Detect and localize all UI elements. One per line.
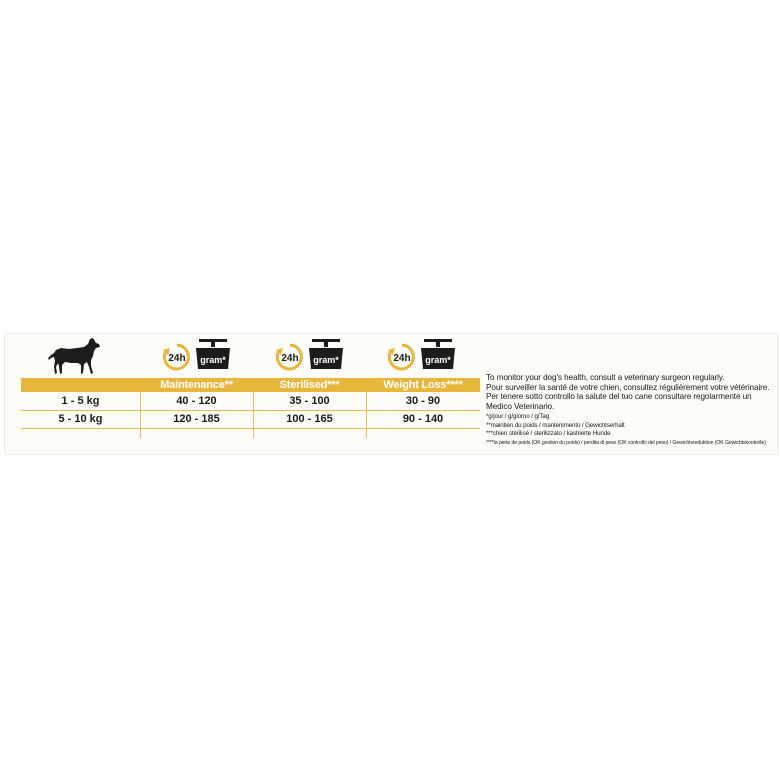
maintenance-cell: 120 - 185	[173, 413, 220, 425]
scale-icon	[193, 338, 233, 372]
column-header-sterilised: Sterilised***	[279, 379, 340, 391]
scale-label: gram*	[313, 355, 339, 365]
clock-label: 24h	[281, 353, 299, 364]
clock-24h-icon	[162, 342, 192, 372]
icon-group-weight-loss	[387, 338, 467, 372]
footnote: **maintien du poids / mantenimento / Gewichtserhalt	[486, 421, 625, 429]
maintenance-cell: 40 - 120	[176, 395, 217, 407]
weight-cell: 5 - 10 kg	[58, 413, 103, 425]
scale-label: gram*	[425, 355, 451, 365]
dog-silhouette-icon	[47, 336, 103, 376]
weight-loss-cell: 30 - 90	[405, 395, 441, 407]
weight-cell: 1 - 5 kg	[61, 395, 100, 407]
sterilised-cell: 35 - 100	[289, 395, 330, 407]
icon-group-maintenance	[162, 338, 242, 372]
weight-loss-cell: 90 - 140	[402, 413, 444, 425]
icon-group-sterilised	[275, 338, 355, 372]
column-header-maintenance: Maintenance**	[160, 379, 233, 391]
footnote: *g/jour / g/giorno / g/Tag	[486, 413, 550, 421]
note-english: To monitor your dog's health, consult a veterinary surgeon regularly.	[486, 373, 725, 382]
clock-24h-icon	[387, 342, 417, 372]
scale-icon	[418, 338, 458, 372]
feeding-guide-panel	[4, 333, 778, 455]
footnote: ***chien stérilisé / sterilizzato / kastrierte Hunde	[486, 430, 611, 438]
notes-block	[486, 373, 776, 447]
clock-label: 24h	[393, 353, 411, 364]
note-italian: Per tenere sotto controllo la salute del tuo cane consultare regolarmente un Medico Veterinario.	[486, 392, 752, 411]
scale-label: gram*	[200, 355, 226, 365]
column-header-weight-loss: Weight Loss****	[383, 379, 463, 391]
sterilised-cell: 100 - 165	[286, 413, 333, 425]
clock-24h-icon	[275, 342, 305, 372]
clock-label: 24h	[168, 353, 186, 364]
note-french: Pour surveiller la santé de votre chien, consultez régulièrement votre vétérinaire.	[486, 382, 770, 392]
row-divider	[21, 428, 480, 429]
scale-icon	[306, 338, 346, 372]
footnote: ****la perte de poids (OK gestion du poids) / perdita di peso (OK controllo del peso) / Gewichtsreduktion (OK Gewichtskontrolle)	[486, 439, 766, 446]
